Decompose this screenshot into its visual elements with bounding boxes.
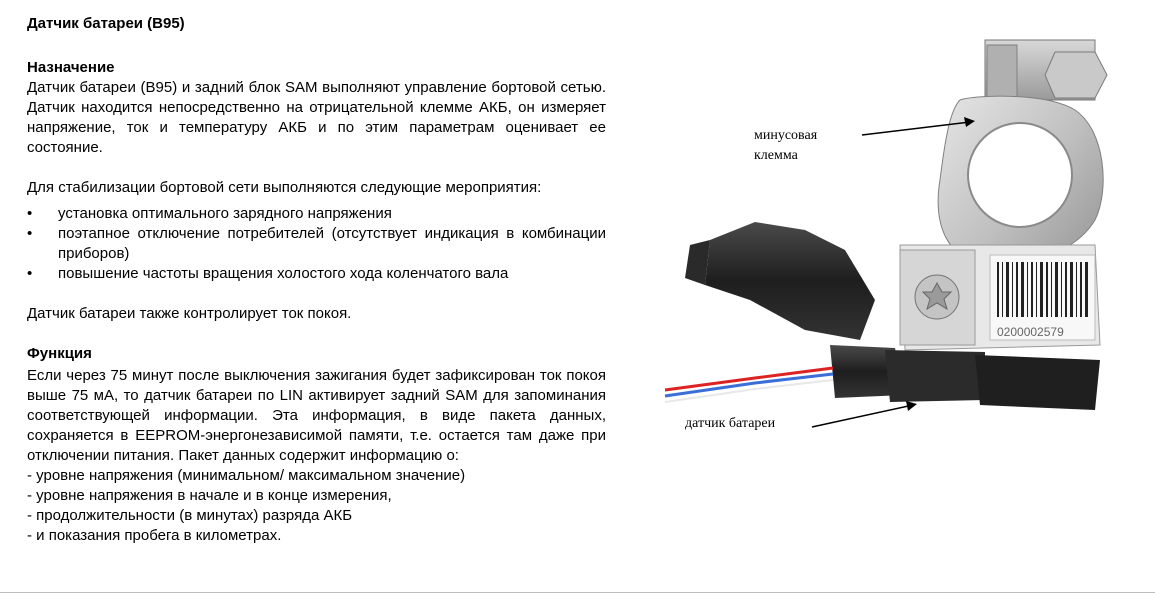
list-item: • установка оптимального зарядного напряжения — [27, 204, 606, 224]
purpose-paragraph-1: Датчик батареи (В95) и задний блок SAM выполняют управление бортовой сетью. Датчик находится непосредственно на отрицательной клемме АКБ, он измеряет напряжение, ток и температуру АКБ и по этим параметрам оценивает ее состояние. — [27, 79, 606, 156]
list-item: - и показания пробега в километрах. — [27, 527, 282, 544]
section-heading-function: Функция — [27, 345, 92, 362]
document-title: Датчик батареи (В95) — [27, 15, 185, 32]
nut — [1045, 52, 1107, 98]
arrow-sensor — [812, 405, 913, 427]
data-packet-list — [27, 466, 606, 546]
list-item: • поэтапное отключение потребителей (отсутствует индикация в комбинации приборов) — [27, 224, 606, 264]
lower-cable — [975, 355, 1100, 410]
callout-negative-terminal: минусовая клемма — [754, 128, 818, 163]
list-item: • повышение частоты вращения холостого хода коленчатого вала — [27, 264, 606, 284]
callout-battery-sensor: датчик батареи — [685, 416, 776, 431]
barcode-number: 0200002579 — [997, 325, 1064, 339]
section-heading-purpose: Назначение — [27, 59, 115, 76]
purpose-paragraph-3: Датчик батареи также контролирует ток покоя. — [27, 305, 352, 322]
purpose-paragraph-2: Для стабилизации бортовой сети выполняются следующие мероприятия: — [27, 179, 542, 196]
page-divider — [0, 592, 1155, 593]
document-text — [27, 14, 606, 546]
list-item: - уровне напряжения в начале и в конце измерения, — [27, 487, 392, 504]
list-item: - уровне напряжения (минимальном/ максимальном значение) — [27, 467, 466, 484]
list-item: - продолжительности (в минутах) разряда АКБ — [27, 507, 353, 524]
terminal-hole — [968, 123, 1072, 227]
function-paragraph: Если через 75 минут после выключения зажигания будет зафиксирован ток покоя выше 75 мА, то датчик батареи по LIN активирует задний SAM для запоминания соответствующей информации. Эта информация, в виде пакета данных, сохраняется в EEPROM-энергонезависимой памяти, т.е. остается там даже при отключении питания. Пакет данных содержит информацию о: — [27, 367, 606, 464]
red-wire — [665, 368, 833, 390]
battery-sensor-photo — [655, 0, 1155, 480]
measures-list — [27, 204, 606, 284]
cable-sleeve — [705, 222, 875, 340]
